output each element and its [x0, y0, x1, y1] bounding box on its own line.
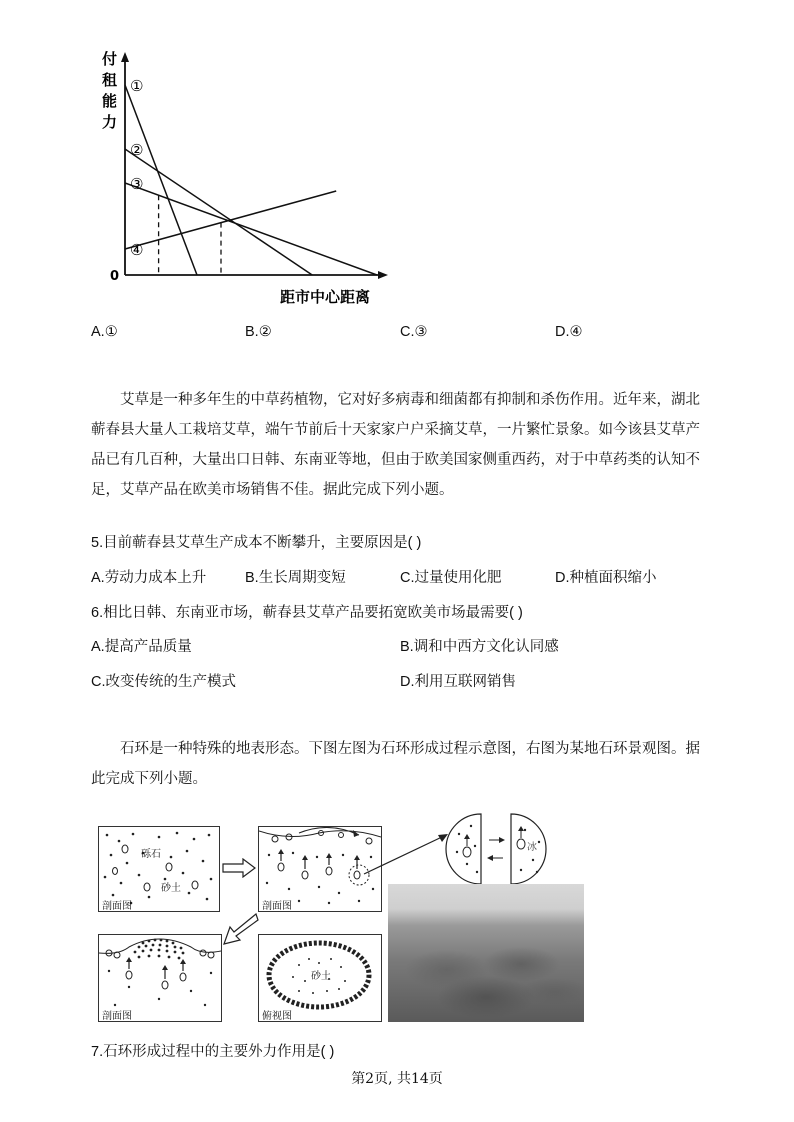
arrow-right-icon: [221, 858, 257, 878]
q5-stem: 5.目前蕲春县艾草生产成本不断攀升，主要原因是( ): [91, 535, 422, 551]
q6-option-d[interactable]: D.利用互联网销售: [400, 674, 516, 690]
rent-chart: [90, 40, 400, 315]
label-ice: 冰: [527, 842, 537, 853]
series-label-3: ③: [130, 175, 144, 193]
label-sand: 砂土: [161, 883, 181, 894]
y-axis-label: [102, 50, 118, 131]
q5-option-b[interactable]: B.生长周期变短: [245, 570, 346, 586]
diagram-section-3: [98, 934, 222, 1022]
q5-option-d[interactable]: D.种植面积缩小: [555, 570, 657, 586]
page-footer: 第2页, 共14页: [351, 1071, 443, 1087]
x-axis-label: 距市中心距离: [280, 288, 371, 306]
stone-ring-photo: [388, 884, 584, 1022]
q5-option-a[interactable]: A.劳动力成本上升: [91, 570, 207, 586]
passage-stone-ring: 石环是一种特殊的地表形态。下图左图为石环形成过程示意图，右图为某地石环景观图。据此完成下列小题。: [91, 741, 700, 787]
q4-option-b[interactable]: B.②: [245, 324, 272, 340]
diagram-section-1: [98, 826, 220, 912]
series-line-2: [125, 149, 312, 275]
y-label-char: 能: [102, 92, 118, 110]
label-section-3: 剖面图: [102, 1011, 132, 1022]
q6-stem: 6.相比日韩、东南亚市场，蕲春县艾草产品要拓宽欧美市场最需要( ): [91, 605, 523, 621]
q6-option-b[interactable]: B.调和中西方文化认同感: [400, 639, 559, 655]
q6-option-c[interactable]: C.改变传统的生产模式: [91, 674, 236, 690]
diagram-top-view: [258, 934, 382, 1022]
q5-option-c[interactable]: C.过量使用化肥: [400, 570, 502, 586]
y-axis-arrow: [121, 52, 129, 62]
label-section-2: 剖面图: [262, 901, 292, 912]
label-top-view: 俯视图: [262, 1011, 292, 1022]
series-line-4: [125, 191, 336, 249]
frost-heave-detail: [445, 810, 555, 888]
series-label-1: ①: [130, 77, 144, 95]
y-label-char: 力: [102, 113, 118, 131]
passage-aicao: 艾草是一种多年生的中草药植物，它对好多病毒和细菌都有抑制和杀伤作用。近年来，湖北蕲春县大量人工栽培艾草，端午节前后十天家家户户采摘艾草，一片繁忙景象。如今该县艾草产品已有几百种，大量出口日韩、东南亚等地，但由于欧美国家侧重西药，对于中草药类的认知不足，艾草产品在欧美市场销售不佳。据此完成下列小题。: [91, 392, 700, 498]
y-label-char: 租: [102, 71, 118, 89]
label-section: 剖面图: [102, 901, 132, 912]
y-label-char: 付: [102, 50, 118, 68]
series-label-2: ②: [130, 141, 144, 159]
origin-label: 0: [110, 269, 120, 284]
q4-option-d[interactable]: D.④: [555, 324, 583, 340]
x-axis-arrow: [378, 271, 388, 279]
series-label-4: ④: [130, 241, 144, 259]
label-rock: 砾石: [141, 849, 161, 860]
label-sand-top: 砂土: [311, 971, 331, 982]
q6-option-a[interactable]: A.提高产品质量: [91, 639, 192, 655]
connector-arrow-icon: [360, 830, 450, 880]
series-line-3: [125, 183, 377, 275]
q4-option-c[interactable]: C.③: [400, 324, 428, 340]
q4-option-a[interactable]: A.①: [91, 324, 118, 340]
q7-stem: 7.石环形成过程中的主要外力作用是( ): [91, 1044, 335, 1060]
arrow-down-left-icon: [220, 912, 260, 946]
